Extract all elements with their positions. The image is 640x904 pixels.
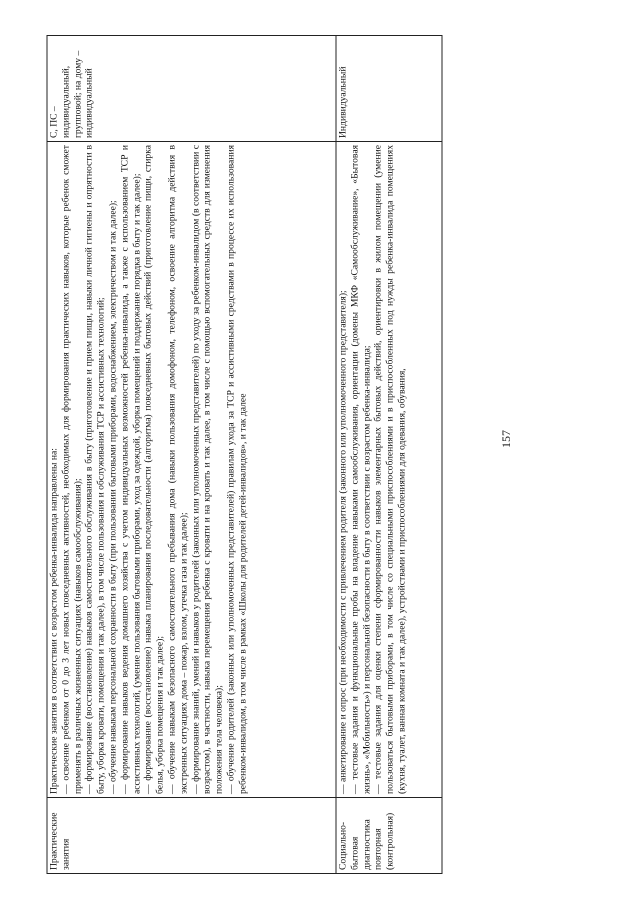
content-line: — формирование (восстановление) навыков самостоятельного обслуживания в быту (приготовление и прием пищи, навыки личной гигиены и опрятности в быту, уборка кровати, помещения и так далее), в том числе пользования и обслуживания ТСР и ассистивных технологий; <box>83 144 107 794</box>
content-line: — обучение навыкам персональной сохранности в быту (при пользовании бытовыми приборами, водоснабжением, электричеством и так далее); <box>106 199 118 794</box>
content-line: — формирование навыков ведения домашнего хозяйства с учетом индивидуальных возможностей ребенка-инвалида, а также с использованием ТСР и ассистивных технологий, (умение пользования бытовыми приборами, уход за одеждой, уборка помещений и поддержание порядка в быту и так далее); <box>118 144 142 794</box>
content-line: — обучение родителей (законных или уполномоченных представителей) правилам ухода за ТСР и ассистивными средствами в процессе их использования ребенком-инвалидом, в том числе в рамках «Школы для родителей детей-инвалидов», и так далее <box>224 144 248 794</box>
service-form-cell: С, ПС – индивидуальный, групповой; на дому – индивидуальный <box>47 35 336 141</box>
content-line: — анкетирование и опрос (при необходимости с привлечением родителя (законного или уполномоченного представителя); <box>337 289 348 794</box>
rotated-table-container <box>46 36 441 874</box>
content-line: — формирование (восстановление) навыка планирования последовательности (алгоритма) повседневных бытовых действий (приготовление пищи, стирка белья, уборка помещения и так далее); <box>142 144 166 794</box>
service-content-cell <box>47 141 336 797</box>
page-number: 157 <box>499 430 513 448</box>
content-line: — обучение навыкам безопасного самостоятельного пребывания дома (навыки пользования домофоном, телефоном, освоение алгоритма действия в экстренных ситуациях дома – пожар, взлом, утечка газа и так далее); <box>165 144 189 794</box>
content-line: — тестовые задания для оценки степени сформированности навыков элементарных бытовых действий, ориентировки в жилом помещении (умение пользоваться бытовыми приборами, в том числе со специальными приспособлениями и в приспособленных под нужды ребенка-инвалида помещениях (кухня, туалет, ванная комната и так далее), устройствами и приспособлениями для одевания, обувания, <box>372 144 407 794</box>
service-type-cell: Социально-бытовая диагностика повторная (контрольная) <box>336 797 442 873</box>
content-line: Практические занятия в соответствии с возрастом ребенка-инвалида направлены на: <box>48 447 59 794</box>
service-form-cell: Индивидуальный <box>336 35 442 141</box>
content-line: — формирование знаний, умений и навыков у родителей (законных или уполномоченных представителей) по уходу за ребенком-инвалидом (в соответствии с возрастом), в частности, навыка перемещения ребенка с кровати и на кровать и так далее, в том числе с помощью вспомогательных средств для изменения положения тела человека); <box>189 144 225 794</box>
content-line: — тестовые задания и функциональные пробы на владение навыками самообслуживания, ориентации (домены МКФ «Самообслуживание», «Бытовая жизнь», «Мобильность») и персональной безопасности в быту в соответствии с возрастом ребенка-инвалида; <box>348 144 372 794</box>
table-row <box>336 35 442 873</box>
content-line: — освоение ребенком от 0 до 3 лет новых повседневных активностей, необходимых для формирования практических навыков, которые ребенок сможет применять в различных жизненных ситуациях (навыков самообслуживания); <box>59 144 83 794</box>
table-row <box>47 35 336 873</box>
services-table <box>46 35 442 874</box>
service-type-cell: Практические занятия <box>47 797 336 873</box>
service-content-cell <box>336 141 442 797</box>
